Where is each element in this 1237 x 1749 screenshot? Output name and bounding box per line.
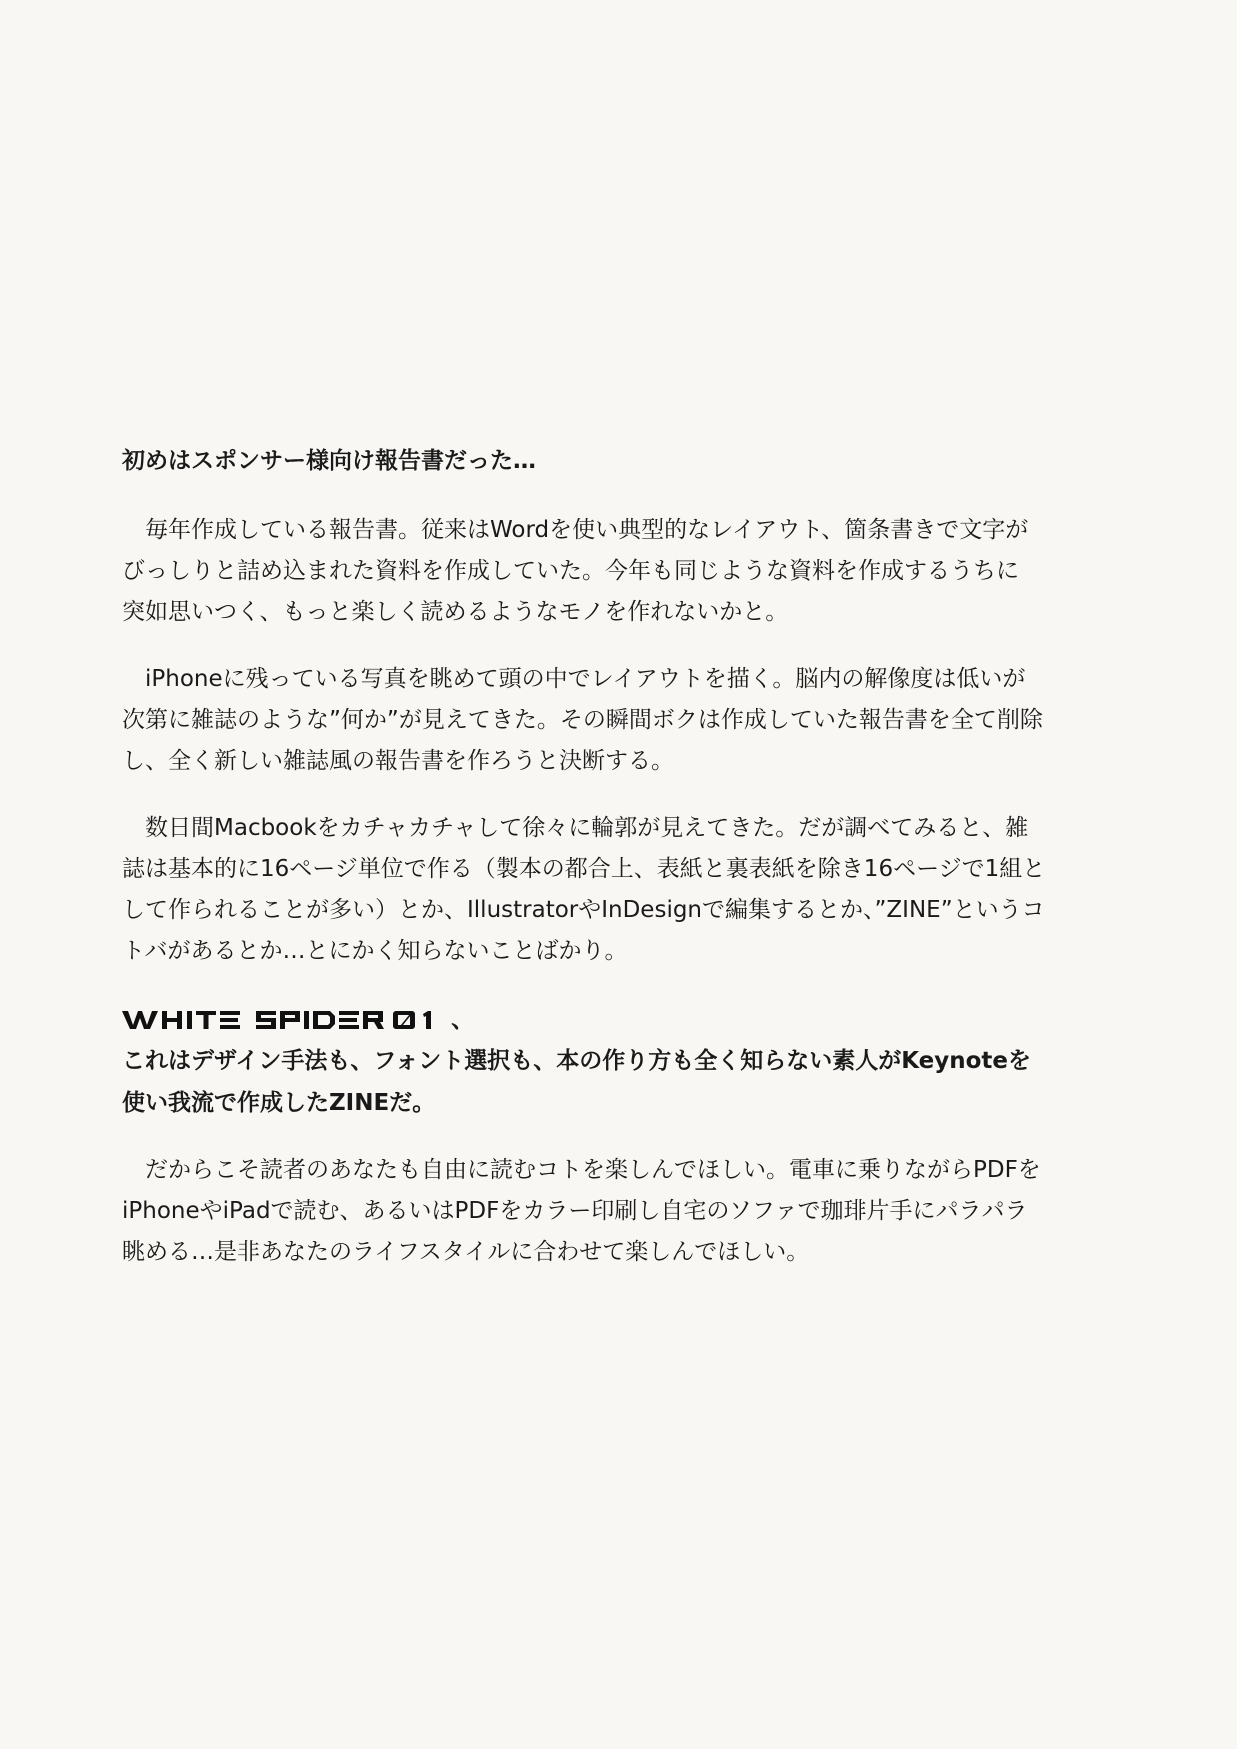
paragraph-line: びっしりと詰め込まれた資料を作成していた。今年も同じような資料を作成するうちに xyxy=(122,558,1019,584)
paragraph-line: iPhoneに残っている写真を眺めて頭の中でレイアウトを描く。脳内の解像度は低いが xyxy=(122,666,1026,692)
closing-paragraph xyxy=(122,1150,1122,1273)
paragraph-line: 毎年作成している報告書。従来はWordを使い典型的なレイアウト、箇条書きで文字が xyxy=(122,517,1029,543)
paragraph-3 xyxy=(122,808,1122,972)
white-spider-logo xyxy=(122,1009,442,1031)
statement-line: これはデザイン手法も、フォント選択も、本の作り方も全く知らない素人がKeynoteを xyxy=(122,1048,1032,1074)
paragraph-line: 突如思いつく、もっと楽しく読めるようなモノを作れないかと。 xyxy=(122,599,789,625)
paragraph-line: 眺める…是非あなたのライフスタイルに合わせて楽しんでほしい。 xyxy=(122,1239,810,1265)
paragraph-2 xyxy=(122,659,1122,782)
paragraph-1 xyxy=(122,510,1122,633)
logo-suffix: 、 xyxy=(451,1006,475,1033)
statement-line: 使い我流で作成したZINEだ。 xyxy=(122,1090,436,1116)
paragraph-line: iPhoneやiPadで読む、あるいはPDFをカラー印刷し自宅のソファで珈琲片手にパラパラ xyxy=(122,1198,1028,1224)
paragraph-line: 数日間Macbookをカチャカチャして徐々に輪郭が見えてきた。だが調べてみると、雑 xyxy=(122,815,1029,841)
paragraph-line: だからこそ読者のあなたも自由に読むコトを楽しんでほしい。電車に乗りながらPDFを xyxy=(122,1157,1041,1183)
paragraph-line: し、全く新しい雑誌風の報告書を作ろうと決断する。 xyxy=(122,748,674,774)
document-page xyxy=(122,440,1122,1299)
section-heading: 初めはスポンサー様向け報告書だった… xyxy=(122,448,536,474)
paragraph-line: トバがあるとか…とにかく知らないことばかり。 xyxy=(122,938,628,964)
statement-block xyxy=(122,998,1122,1124)
paragraph-line: 誌は基本的に16ページ単位で作る（製本の都合上、表紙と裏表紙を除き16ページで1組と xyxy=(122,856,1046,882)
logo-line xyxy=(122,998,1122,1040)
paragraph-line: 次第に雑誌のような”何か”が見えてきた。その瞬間ボクは作成していた報告書を全て削除 xyxy=(122,707,1043,733)
paragraph-line: して作られることが多い）とか、IllustratorやInDesignで編集するとか、”ZINE”というコ xyxy=(122,897,1045,923)
